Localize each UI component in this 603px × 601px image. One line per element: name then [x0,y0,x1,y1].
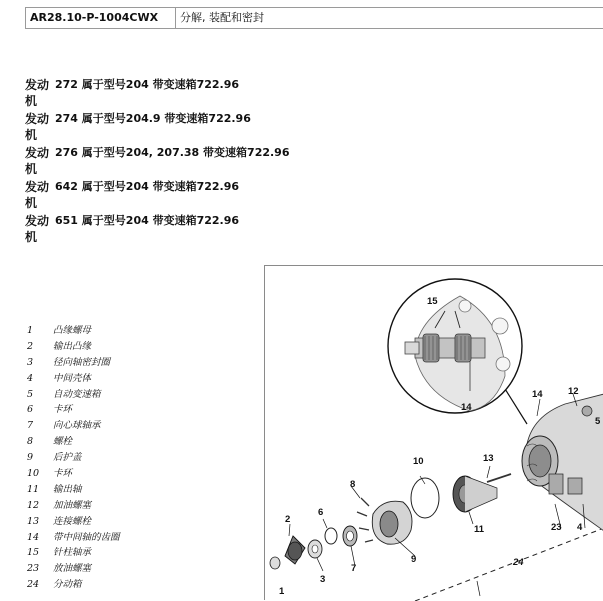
applicability-text: 651 属于型号204 带变速箱722.96 [55,214,240,227]
legend-text: 加油螺塞 [53,499,92,511]
legend-item [27,466,120,482]
callout-label: 14 [461,402,472,413]
callout-label: 24 [513,557,524,568]
legend-number: 23 [27,563,40,575]
callout-label: 11 [474,524,485,535]
legend-text: 卡环 [53,468,73,480]
applicability-item [25,213,290,247]
callout-label: 8 [350,479,356,490]
legend-item [27,530,120,546]
legend-number: 14 [27,531,40,543]
legend-number: 24 [27,579,40,591]
legend-number: 5 [27,388,34,400]
callout-label: 13 [483,453,494,464]
legend-item [27,355,120,371]
legend-number: 15 [27,547,40,559]
legend-item [27,371,120,387]
callout-label: 4 [577,522,583,533]
applicability-text: 642 属于型号204 带变速箱722.96 [55,180,240,193]
legend-number: 3 [27,356,34,368]
applicability-label: 发动机 [25,112,50,142]
legend-text: 输出轴 [53,483,82,495]
legend-number: 13 [27,515,40,527]
callout-label: 14 [532,389,543,400]
legend-text: 向心球轴承 [53,420,101,432]
callout-label: 12 [568,386,579,397]
callout-label: 2 [285,514,291,525]
legend-text: 螺栓 [53,436,73,448]
legend-text: 放油螺塞 [53,563,92,575]
applicability-item [25,179,290,213]
legend-text: 输出凸缘 [53,340,92,352]
callout-label: 15 [427,296,438,307]
callout-label: 5 [595,416,601,427]
callout-label: 10 [413,456,424,467]
legend-item [27,545,120,561]
legend-number: 10 [27,468,40,480]
applicability-label: 发动机 [25,146,50,176]
legend-text: 带中间轴的齿圈 [53,531,120,543]
callout-label: 1 [279,586,285,597]
callout-label: 9 [411,554,417,565]
legend-item [27,577,120,593]
legend-number: 2 [27,340,34,352]
parts-legend [27,323,120,593]
legend-item [27,402,120,418]
callout-label: 6 [318,507,324,518]
legend-item [27,482,120,498]
applicability-item [25,77,290,111]
callout-label: 7 [351,563,357,574]
legend-number: 12 [27,499,40,511]
legend-text: 针柱轴承 [53,547,92,559]
legend-number: 11 [27,483,40,495]
legend-item [27,450,120,466]
legend-text: 中间壳体 [53,372,92,384]
legend-item [27,418,120,434]
applicability-text: 274 属于型号204.9 带变速箱722.96 [55,112,251,125]
legend-text: 连接螺栓 [53,515,92,527]
applicability-text: 272 属于型号204 带变速箱722.96 [55,78,240,91]
legend-item [27,387,120,403]
applicability-text: 276 属于型号204, 207.38 带变速箱722.96 [55,146,290,159]
legend-number: 7 [27,420,34,432]
callout-label: 3 [320,574,326,585]
applicability-label: 发动机 [25,78,50,108]
legend-item [27,323,120,339]
exploded-view-figure [264,265,603,600]
exploded-view-drawing [265,266,603,601]
applicability-label: 发动机 [25,180,50,210]
applicability-item [25,145,290,179]
legend-item [27,339,120,355]
legend-item [27,561,120,577]
legend-text: 径向轴密封圈 [53,356,111,368]
legend-number: 9 [27,452,34,464]
document-title: 分解, 装配和密封 [180,11,264,24]
applicability-list [25,77,290,247]
legend-text: 自动变速箱 [53,388,101,400]
document-code: AR28.10-P-1004CWX [26,8,176,28]
applicability-item [25,111,290,145]
legend-text: 卡环 [53,404,73,416]
legend-number: 6 [27,404,34,416]
legend-number: 8 [27,436,34,448]
legend-number: 4 [27,372,34,384]
legend-text: 分动箱 [53,579,82,591]
legend-item [27,498,120,514]
applicability-label: 发动机 [25,214,50,244]
legend-text: 后护盖 [53,452,82,464]
callout-label: 23 [551,522,562,533]
legend-number: 1 [27,325,34,336]
document-header [25,7,603,29]
legend-item [27,434,120,450]
legend-item [27,514,120,530]
legend-text: 凸缘螺母 [53,325,92,336]
